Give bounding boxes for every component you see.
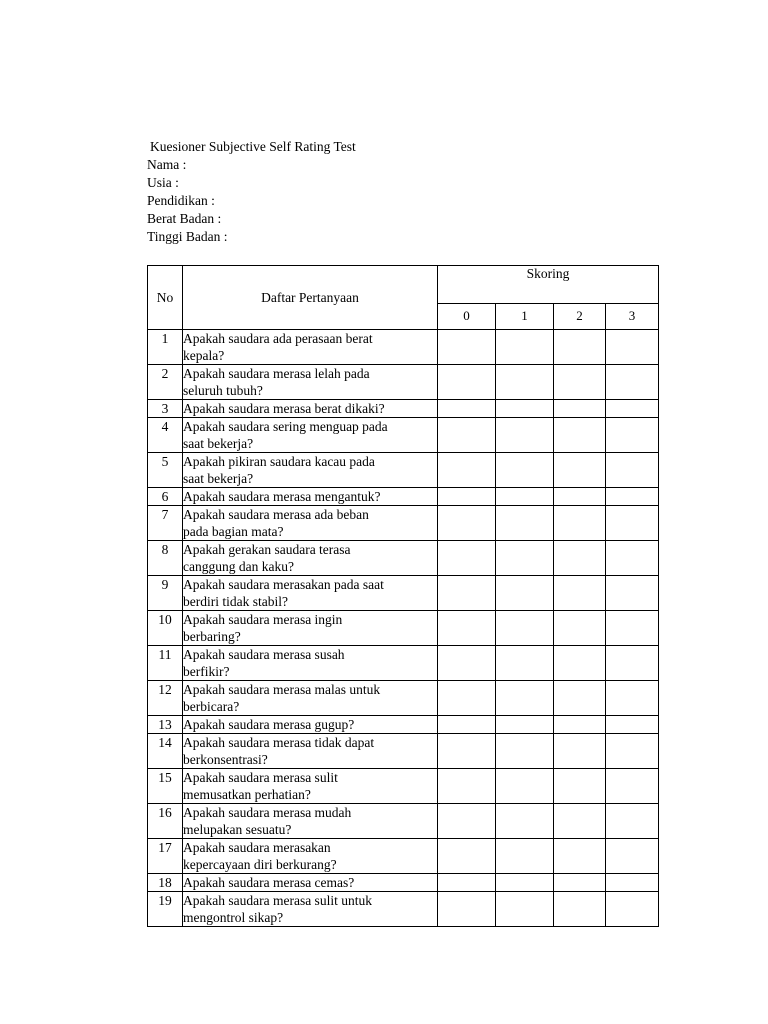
table-row — [148, 716, 659, 734]
row-number: 11 — [148, 646, 183, 681]
score-cell-1 — [496, 839, 554, 874]
question-rows — [148, 330, 659, 927]
table-row — [148, 400, 659, 418]
field-tinggi-badan: Tinggi Badan : — [147, 229, 228, 244]
table-row — [148, 681, 659, 716]
score-cell-0 — [438, 453, 496, 488]
column-header-no: No — [148, 266, 183, 330]
question-text: Apakah saudara merasa ingin berbaring? — [183, 611, 438, 646]
score-cell-1 — [496, 400, 554, 418]
score-cell-0 — [438, 716, 496, 734]
score-cell-2 — [554, 874, 606, 892]
table-row — [148, 488, 659, 506]
score-cell-1 — [496, 365, 554, 400]
field-pendidikan: Pendidikan : — [147, 193, 215, 208]
question-text: Apakah saudara merasa sulit untuk mengontrol sikap? — [183, 892, 438, 927]
score-cell-3 — [606, 716, 659, 734]
score-cell-1 — [496, 611, 554, 646]
score-cell-1 — [496, 804, 554, 839]
row-number: 7 — [148, 506, 183, 541]
score-cell-1 — [496, 488, 554, 506]
row-number: 17 — [148, 839, 183, 874]
row-number: 12 — [148, 681, 183, 716]
score-header-1: 1 — [496, 303, 554, 329]
score-cell-1 — [496, 576, 554, 611]
questionnaire-header — [147, 138, 356, 246]
score-cell-0 — [438, 734, 496, 769]
score-cell-2 — [554, 769, 606, 804]
score-cell-1 — [496, 453, 554, 488]
row-number: 14 — [148, 734, 183, 769]
column-header-question: Daftar Pertanyaan — [183, 266, 438, 330]
row-number: 6 — [148, 488, 183, 506]
table-row — [148, 804, 659, 839]
score-cell-2 — [554, 330, 606, 365]
score-cell-3 — [606, 400, 659, 418]
question-text: Apakah gerakan saudara terasa canggung dan kaku? — [183, 541, 438, 576]
score-cell-1 — [496, 892, 554, 927]
table-row — [148, 506, 659, 541]
table-row — [148, 734, 659, 769]
score-cell-3 — [606, 365, 659, 400]
field-berat-badan: Berat Badan : — [147, 211, 222, 226]
score-header-3: 3 — [606, 303, 659, 329]
score-cell-2 — [554, 839, 606, 874]
score-cell-3 — [606, 769, 659, 804]
score-cell-1 — [496, 734, 554, 769]
score-cell-1 — [496, 874, 554, 892]
table-row — [148, 611, 659, 646]
score-cell-0 — [438, 892, 496, 927]
score-cell-2 — [554, 453, 606, 488]
row-number: 4 — [148, 418, 183, 453]
score-cell-2 — [554, 681, 606, 716]
score-cell-0 — [438, 681, 496, 716]
table-row — [148, 365, 659, 400]
score-cell-3 — [606, 453, 659, 488]
field-usia: Usia : — [147, 175, 179, 190]
score-cell-1 — [496, 418, 554, 453]
score-cell-0 — [438, 611, 496, 646]
score-cell-3 — [606, 681, 659, 716]
score-cell-2 — [554, 734, 606, 769]
question-text: Apakah saudara sering menguap pada saat bekerja? — [183, 418, 438, 453]
table-row — [148, 646, 659, 681]
score-cell-2 — [554, 611, 606, 646]
score-cell-2 — [554, 506, 606, 541]
column-header-score: Skoring — [438, 266, 659, 304]
table-row — [148, 769, 659, 804]
score-cell-3 — [606, 839, 659, 874]
score-header-0: 0 — [438, 303, 496, 329]
score-cell-0 — [438, 576, 496, 611]
score-cell-0 — [438, 488, 496, 506]
score-cell-2 — [554, 646, 606, 681]
row-number: 10 — [148, 611, 183, 646]
score-cell-3 — [606, 734, 659, 769]
score-cell-1 — [496, 646, 554, 681]
row-number: 9 — [148, 576, 183, 611]
score-cell-3 — [606, 611, 659, 646]
question-text: Apakah saudara merasa ada beban pada bagian mata? — [183, 506, 438, 541]
row-number: 13 — [148, 716, 183, 734]
score-cell-2 — [554, 418, 606, 453]
score-cell-1 — [496, 541, 554, 576]
question-text: Apakah saudara merasakan pada saat berdiri tidak stabil? — [183, 576, 438, 611]
questionnaire-table — [147, 265, 659, 927]
score-cell-0 — [438, 839, 496, 874]
score-cell-0 — [438, 541, 496, 576]
question-text: Apakah saudara merasa malas untuk berbicara? — [183, 681, 438, 716]
table-row — [148, 839, 659, 874]
table-row — [148, 541, 659, 576]
question-text: Apakah saudara merasakan kepercayaan diri berkurang? — [183, 839, 438, 874]
score-cell-3 — [606, 892, 659, 927]
score-cell-2 — [554, 576, 606, 611]
row-number: 8 — [148, 541, 183, 576]
field-nama: Nama : — [147, 157, 187, 172]
score-cell-3 — [606, 541, 659, 576]
score-cell-3 — [606, 506, 659, 541]
question-text: Apakah saudara merasa cemas? — [183, 874, 438, 892]
score-cell-3 — [606, 576, 659, 611]
score-cell-1 — [496, 330, 554, 365]
row-number: 16 — [148, 804, 183, 839]
score-cell-0 — [438, 365, 496, 400]
score-cell-0 — [438, 506, 496, 541]
score-cell-1 — [496, 716, 554, 734]
score-cell-2 — [554, 400, 606, 418]
row-number: 5 — [148, 453, 183, 488]
table-row — [148, 330, 659, 365]
score-cell-3 — [606, 488, 659, 506]
score-cell-2 — [554, 365, 606, 400]
score-cell-0 — [438, 400, 496, 418]
table-row — [148, 418, 659, 453]
score-cell-3 — [606, 418, 659, 453]
row-number: 15 — [148, 769, 183, 804]
question-text: Apakah saudara merasa mudah melupakan sesuatu? — [183, 804, 438, 839]
score-cell-1 — [496, 681, 554, 716]
score-cell-2 — [554, 892, 606, 927]
question-text: Apakah saudara merasa gugup? — [183, 716, 438, 734]
score-cell-2 — [554, 488, 606, 506]
question-text: Apakah pikiran saudara kacau pada saat bekerja? — [183, 453, 438, 488]
score-cell-0 — [438, 418, 496, 453]
row-number: 18 — [148, 874, 183, 892]
score-cell-0 — [438, 804, 496, 839]
score-cell-1 — [496, 506, 554, 541]
question-text: Apakah saudara ada perasaan berat kepala? — [183, 330, 438, 365]
question-text: Apakah saudara merasa sulit memusatkan perhatian? — [183, 769, 438, 804]
score-cell-0 — [438, 874, 496, 892]
question-text: Apakah saudara merasa mengantuk? — [183, 488, 438, 506]
row-number: 2 — [148, 365, 183, 400]
score-cell-0 — [438, 769, 496, 804]
table-row — [148, 576, 659, 611]
score-cell-3 — [606, 874, 659, 892]
score-header-2: 2 — [554, 303, 606, 329]
score-cell-3 — [606, 646, 659, 681]
score-cell-0 — [438, 330, 496, 365]
score-cell-3 — [606, 804, 659, 839]
row-number: 1 — [148, 330, 183, 365]
row-number: 3 — [148, 400, 183, 418]
table-row — [148, 874, 659, 892]
question-text: Apakah saudara merasa berat dikaki? — [183, 400, 438, 418]
question-text: Apakah saudara merasa tidak dapat berkonsentrasi? — [183, 734, 438, 769]
question-text: Apakah saudara merasa lelah pada seluruh tubuh? — [183, 365, 438, 400]
question-text: Apakah saudara merasa susah berfikir? — [183, 646, 438, 681]
row-number: 19 — [148, 892, 183, 927]
table-row — [148, 453, 659, 488]
score-cell-1 — [496, 769, 554, 804]
score-cell-2 — [554, 716, 606, 734]
document-title: Kuesioner Subjective Self Rating Test — [150, 139, 356, 154]
score-cell-3 — [606, 330, 659, 365]
score-cell-2 — [554, 804, 606, 839]
score-cell-2 — [554, 541, 606, 576]
score-cell-0 — [438, 646, 496, 681]
table-row — [148, 892, 659, 927]
